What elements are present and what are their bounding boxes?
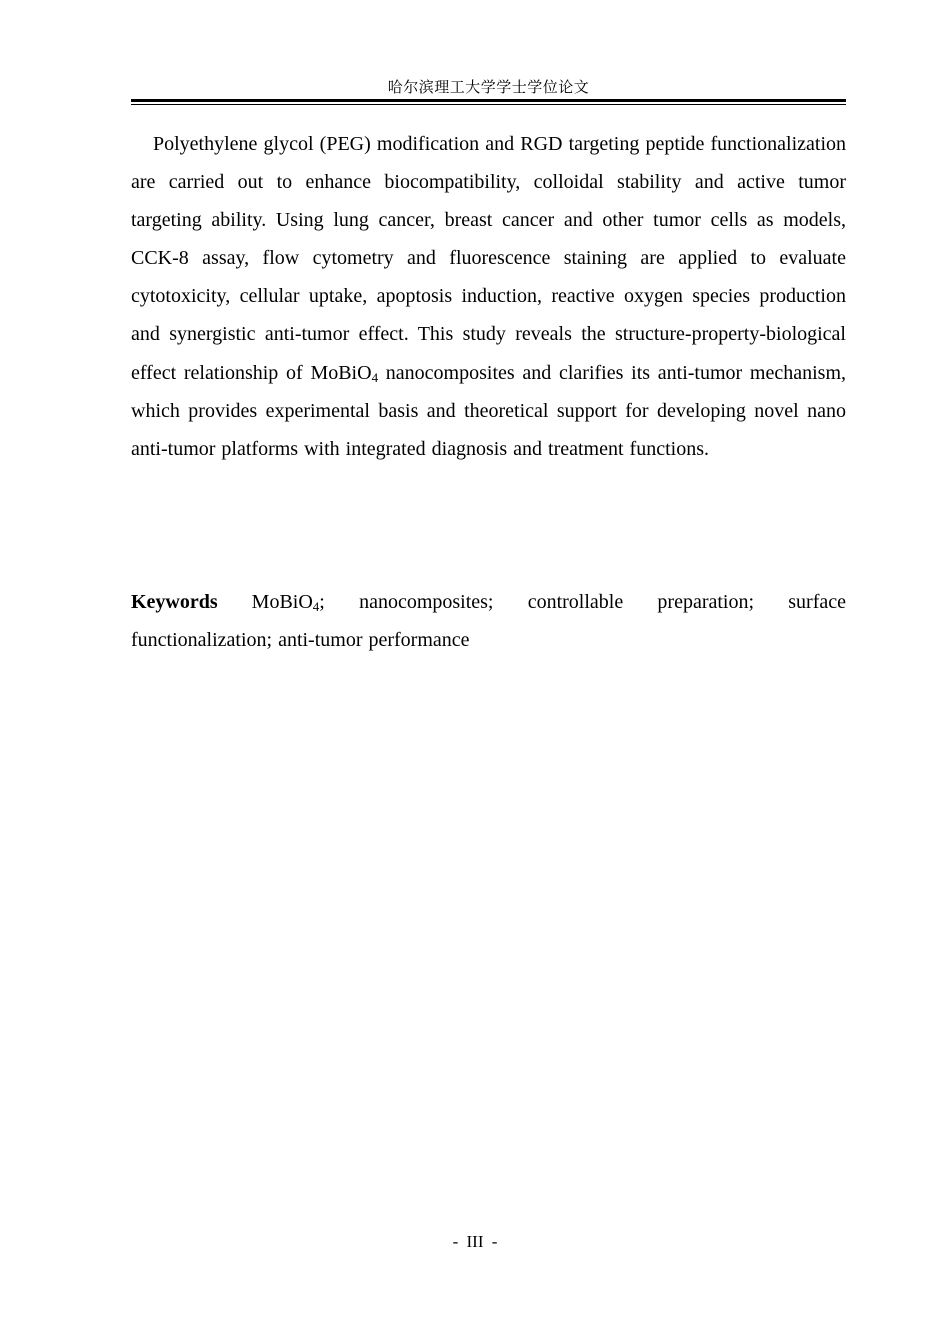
header-double-rule bbox=[131, 99, 846, 105]
abstract-text-part2: nanocomposites and clarifies its anti-tumor mechanism, which provides experimental basis and theoretical support for developing novel nano anti-tumor platforms with integrated diagnosis and treatment functions. bbox=[131, 361, 847, 460]
keyword-compound-subscript: 4 bbox=[312, 599, 320, 614]
keywords-list: ; nanocomposites; controllable preparation; surface functionalization; anti-tumor performance bbox=[131, 591, 846, 652]
keyword-compound-base: MoBiO bbox=[251, 591, 313, 613]
keywords-label: Keywords bbox=[131, 591, 218, 613]
keywords-line bbox=[131, 583, 846, 659]
compound-formula bbox=[310, 362, 378, 384]
compound-subscript: 4 bbox=[371, 369, 379, 385]
running-header: 哈尔滨理工大学学士学位论文 bbox=[387, 80, 590, 96]
compound-base: MoBiO bbox=[310, 361, 372, 384]
abstract-text-part1: Polyethylene glycol (PEG) modification and RGD targeting peptide functionalization are carried out to enhance biocompatibility, colloidal stability and active tumor targeting ability. Using lung cancer, breast cancer and other tumor cells as models, CCK-8 assay, flow cytometry and fluorescence staining are applied to evaluate cytotoxicity, cellular uptake, apoptosis induction, reactive oxygen species production and synergistic anti-tumor effect. This study reveals the structure-property-biological effect relationship of bbox=[131, 133, 846, 384]
abstract-body bbox=[131, 125, 846, 468]
page-number: - III - bbox=[452, 1232, 498, 1251]
abstract-paragraph bbox=[131, 125, 846, 468]
